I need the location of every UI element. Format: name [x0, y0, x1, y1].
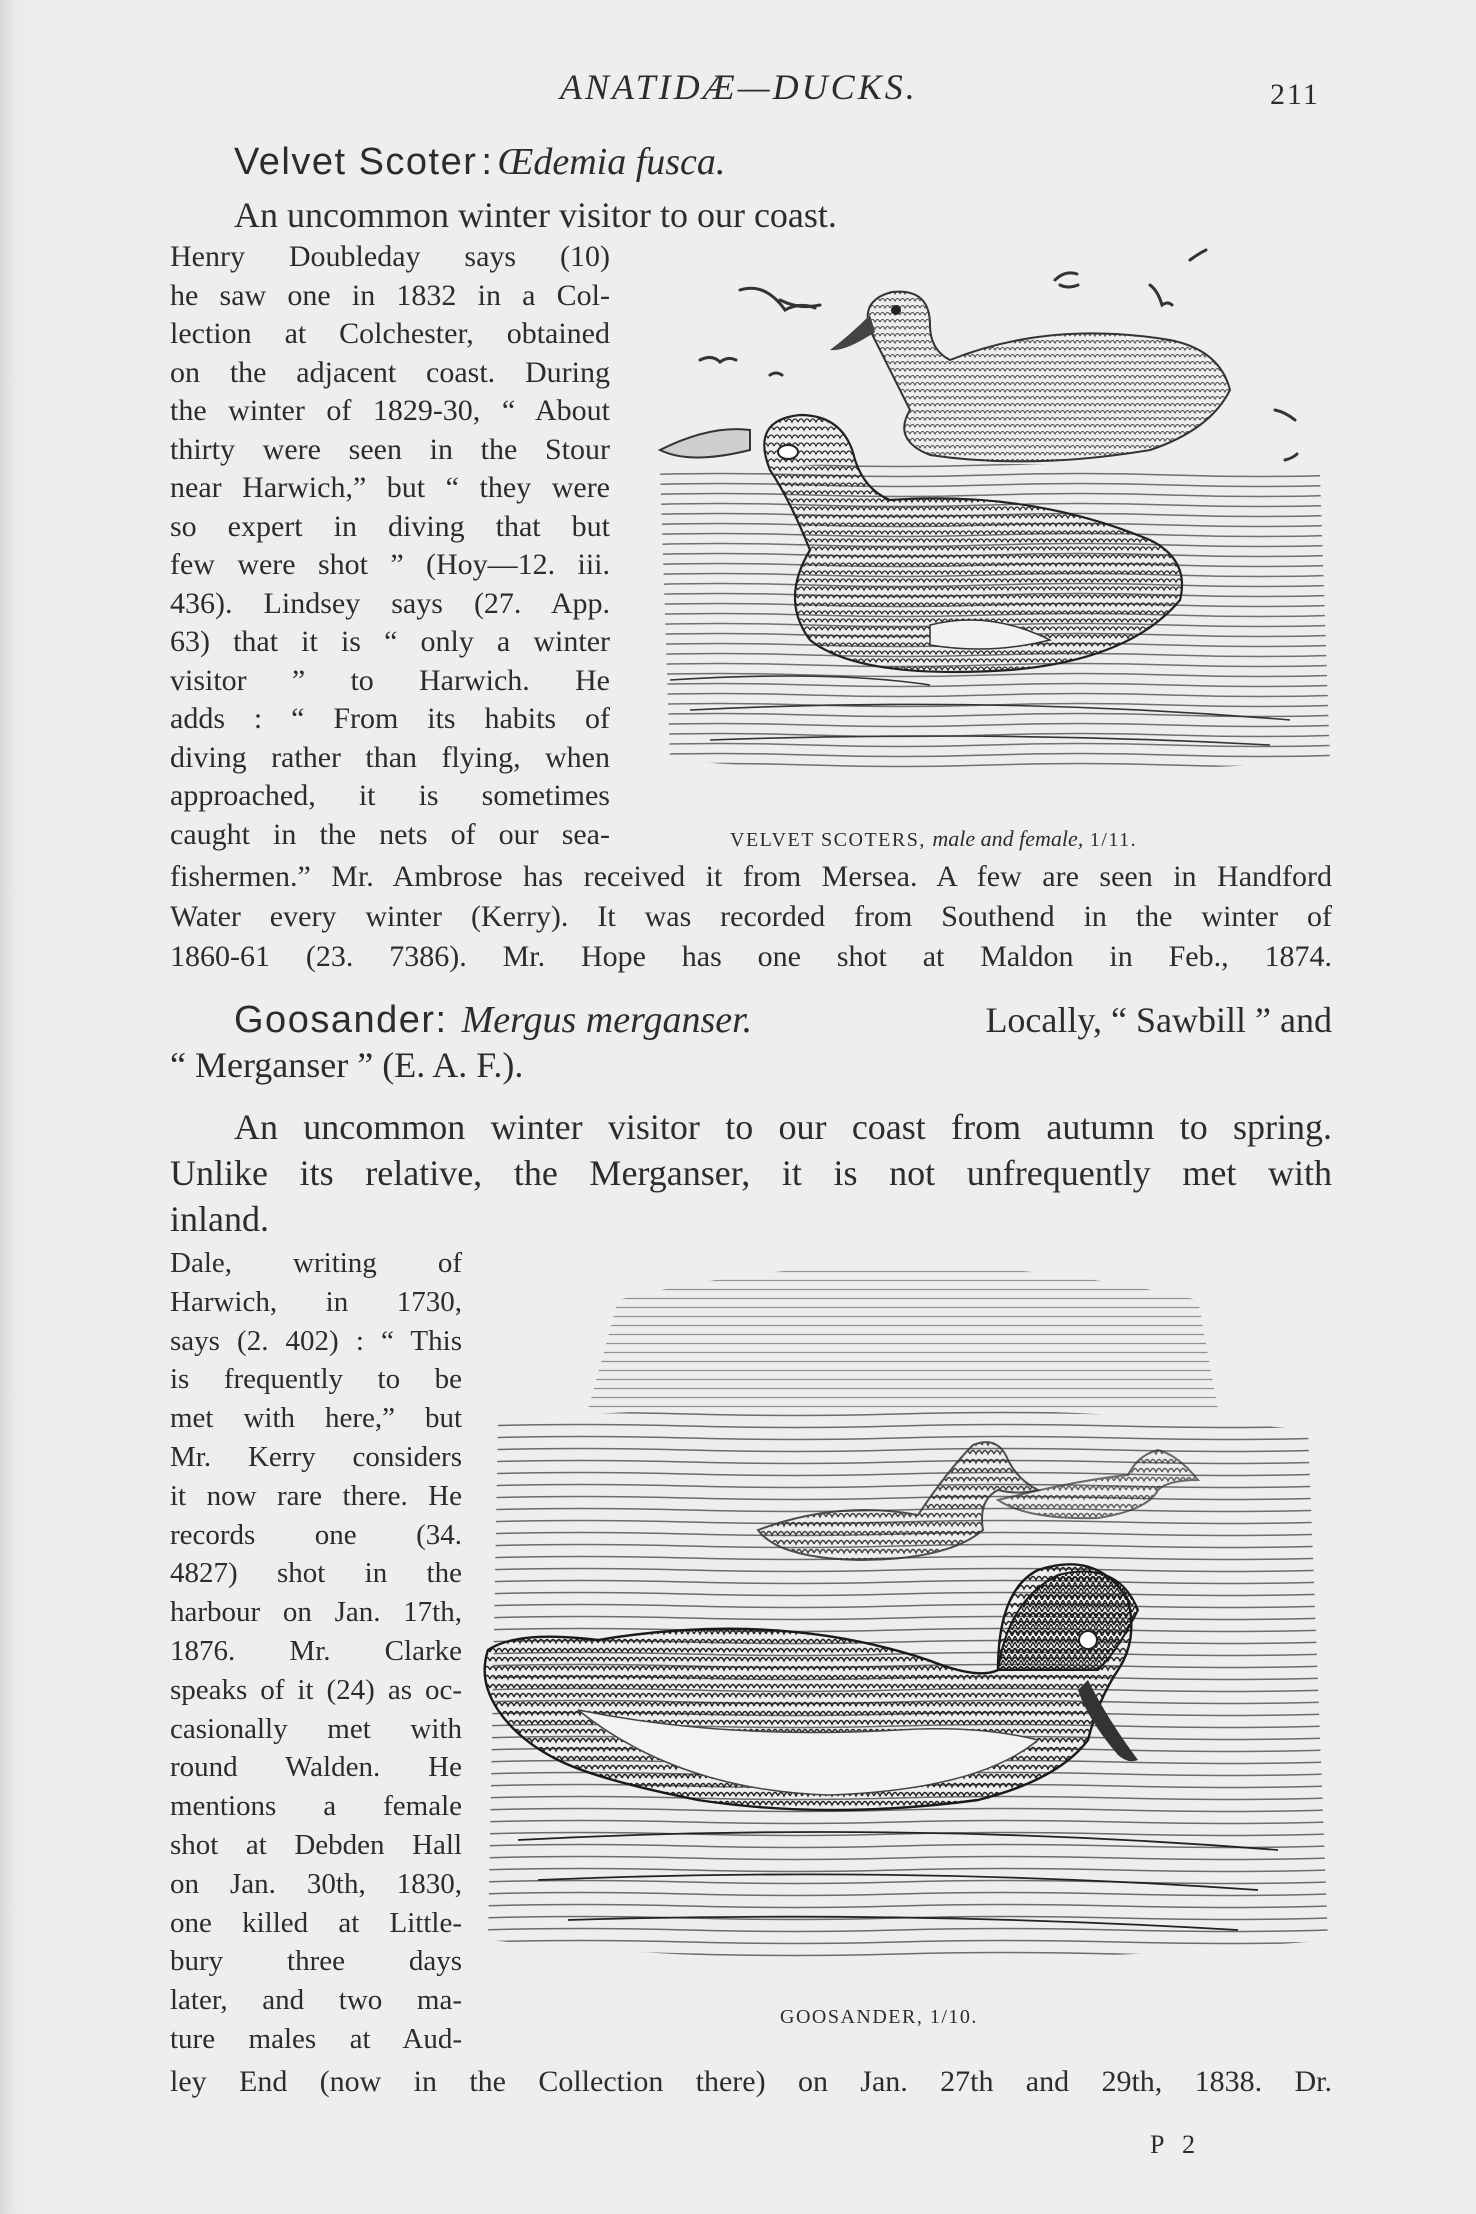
signature-mark: P 2 [1150, 2130, 1201, 2159]
text-line: 63) that it is “ only a winter [170, 625, 610, 658]
text-line: harbour on Jan. 17th, [170, 1596, 462, 1629]
goosander-illustration [478, 1240, 1328, 2010]
female-velvet-scoter [830, 292, 1230, 462]
intro-line: An uncommon winter visitor to our coast from autumn to spring. [234, 1107, 1332, 1147]
text-line: round Walden. He [170, 1751, 462, 1784]
velvet-scoter-common-name: Velvet Scoter [234, 141, 478, 183]
text-line: says (2. 402) : “ This [170, 1324, 462, 1357]
text-line: 4827) shot in the [170, 1557, 462, 1590]
caption-prefix: VELVET SCOTERS, [730, 829, 926, 851]
text-line: one killed at Little- [170, 1906, 462, 1939]
text-line: on the adjacent coast. During [170, 355, 610, 389]
velvet-scoter-latin-name: Œdemia fusca. [497, 141, 726, 183]
text-line: Dale, writing of [170, 1247, 462, 1279]
text-line: later, and two ma- [170, 1984, 462, 2017]
velvet-scoter-heading [234, 140, 725, 184]
text-line: visitor ” to Harwich. He [170, 663, 610, 697]
intro-line: inland. [170, 1199, 269, 1239]
text-line: few were shot ” (Hoy—12. iii. [170, 548, 610, 581]
text-line: shot at Debden Hall [170, 1829, 462, 1861]
text-line: Henry Doubleday says (10) [170, 240, 610, 273]
text-line: records one (34. [170, 1518, 462, 1551]
text-line: ture males at Aud- [170, 2023, 462, 2055]
velvet-scoters-caption [730, 826, 1137, 852]
text-line: Mr. Kerry considers [170, 1441, 462, 1473]
text-line: thirty were seen in the Stour [170, 432, 610, 466]
velvet-scoters-illustration [630, 240, 1350, 800]
text-line: it now rare there. He [170, 1479, 462, 1512]
goosander-separator: : [435, 999, 448, 1041]
text-line: fishermen.” Mr. Ambrose has received it from Mersea. A few are seen in Handford [170, 860, 1332, 893]
goosander-last-line: ley End (now in the Collection there) on Jan. 27th and 29th, 1838. Dr. [170, 2065, 1332, 2098]
velvet-scoter-intro: An uncommon winter visitor to our coast. [234, 195, 837, 235]
text-line: Water every winter (Kerry). It was recorded from Southend in the winter of [170, 900, 1332, 933]
text-line: he saw one in 1832 in a Col- [170, 278, 610, 312]
text-line: lection at Colchester, obtained [170, 317, 610, 350]
text-line: speaks of it (24) as oc- [170, 1673, 462, 1706]
text-line: Harwich, in 1730, [170, 1285, 462, 1318]
goosander-local-names: Locally, “ Sawbill ” and [985, 1000, 1332, 1040]
text-line: the winter of 1829-30, “ About [170, 394, 610, 427]
goosander-heading [234, 998, 1332, 1042]
heading-separator: : [481, 141, 494, 183]
intro-line: Unlike its relative, the Merganser, it is not unfrequently met with [170, 1153, 1332, 1193]
text-line: approached, it is sometimes [170, 779, 610, 812]
goosander-common-name: Goosander [234, 999, 436, 1041]
goosander-caption: GOOSANDER, 1/10. [780, 2006, 978, 2028]
text-line: adds : “ From its habits of [170, 702, 610, 735]
text-line: met with here,” but [170, 1402, 462, 1435]
text-line: bury three days [170, 1945, 462, 1978]
text-line: 1860-61 (23. 7386). Mr. Hope has one shot at Maldon in Feb., 1874. [170, 940, 1332, 973]
goosander-local-names-cont: “ Merganser ” (E. A. F.). [170, 1045, 524, 1085]
text-line: 436). Lindsey says (27. App. [170, 586, 610, 620]
text-line: 1876. Mr. Clarke [170, 1635, 462, 1667]
running-head: ANATIDÆ—DUCKS. [560, 67, 918, 107]
caption-suffix: 1/11. [1089, 829, 1138, 851]
text-line: diving rather than flying, when [170, 740, 610, 774]
text-line: so expert in diving that but [170, 509, 610, 543]
text-line: caught in the nets of our sea- [170, 817, 610, 851]
page-number: 211 [1270, 78, 1320, 111]
text-line: is frequently to be [170, 1363, 462, 1396]
text-line: casionally met with [170, 1712, 462, 1745]
caption-italic: male and female, [932, 826, 1084, 851]
text-line: near Harwich,” but “ they were [170, 471, 610, 504]
text-line: on Jan. 30th, 1830, [170, 1867, 462, 1900]
goosander-latin-name: Mergus merganser. [461, 999, 753, 1041]
text-line: mentions a female [170, 1790, 462, 1823]
